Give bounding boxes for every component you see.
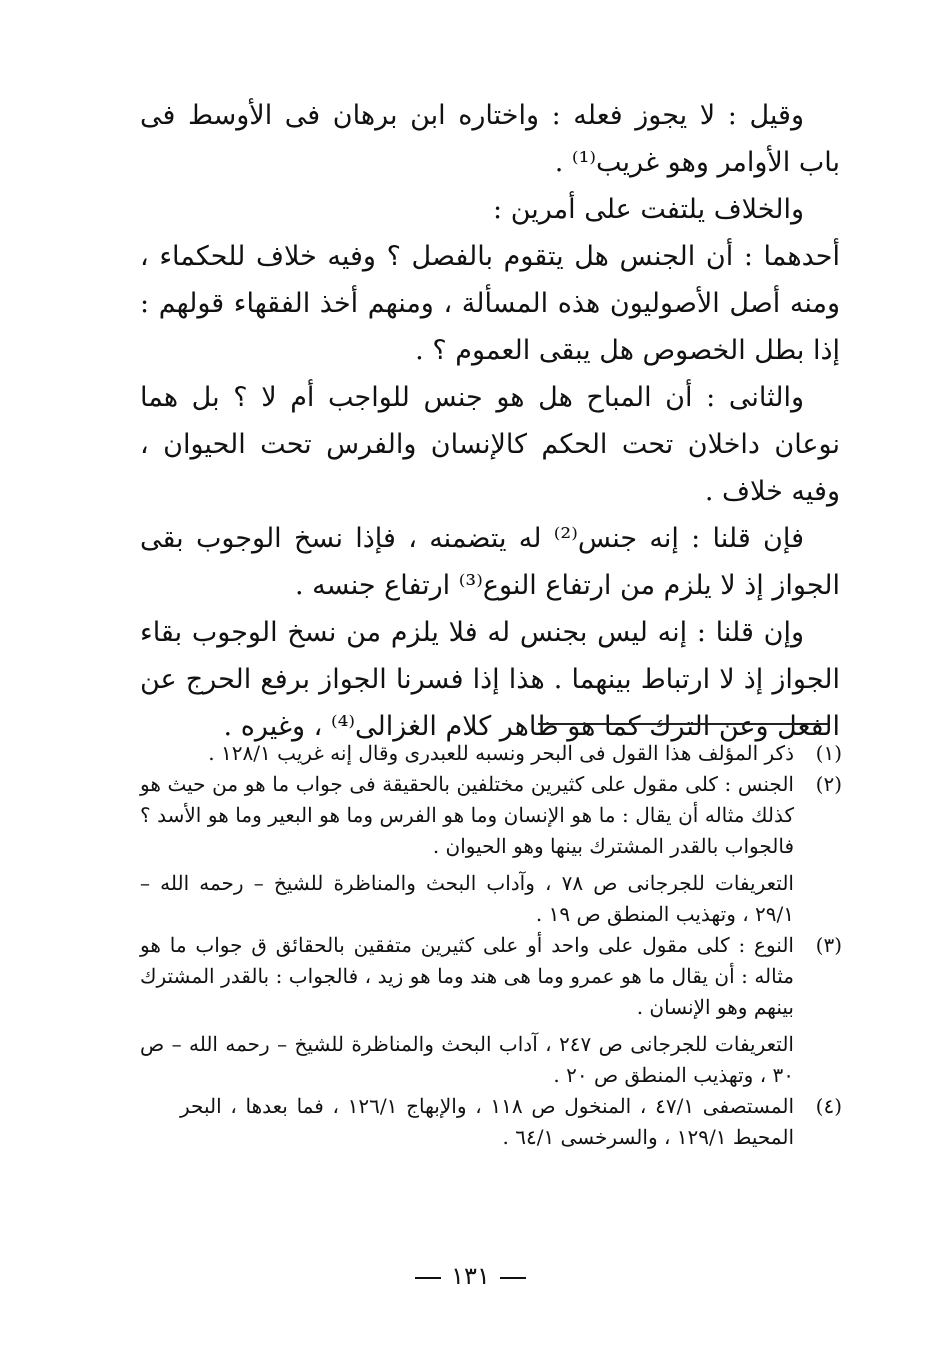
footnotes — [140, 738, 842, 1153]
footnote-reference: التعريفات للجرجانى ص ٧٨ ، وآداب البحث والمناظرة للشيخ – رحمه الله – ٢٩/١ ، وتهذيب المنطق ص ١٩ . — [140, 871, 794, 926]
paragraph-3: أحدهما : أن الجنس هل يتقوم بالفصل ؟ وفيه خلاف للحكماء ، ومنه أصل الأصوليون هذه المسألة ، ومنهم أخذ الفقهاء قولهم : إذا بطل الخصوص هل يبقى العموم ؟ . — [140, 241, 840, 366]
footnote-text: ذكر المؤلف هذا القول فى البحر ونسبه للعبدرى وقال إنه غريب ١٢٨/١ . — [208, 741, 794, 765]
page-number — [0, 1262, 941, 1290]
main-text — [140, 92, 840, 750]
footnote-2 — [140, 769, 842, 930]
footnote-reference: التعريفات للجرجانى ص ٢٤٧ ، آداب البحث والمناظرة للشيخ – رحمه الله – ص ٣٠ ، وتهذيب المنطق ص ٢٠ . — [140, 1032, 794, 1087]
footnote-text: المستصفى ٤٧/١ ، المنخول ص ١١٨ ، والإبهاج ١٢٦/١ ، فما بعدها ، البحر المحيط ١٢٩/١ ، والسرخسى ٦٤/١ . — [180, 1094, 795, 1149]
footnote-number: (٣) — [815, 933, 842, 957]
paragraph-5: فإن قلنا : إنه جنس⁽²⁾ له يتضمنه ، فإذا نسخ الوجوب بقى الجواز إذ لا يلزم من ارتفاع النوع⁽³⁾ ارتفاع جنسه . — [140, 523, 840, 601]
footnote-number: (٤) — [815, 1094, 842, 1118]
page-number-value: ١٣١ — [451, 1262, 490, 1290]
footnote-number: (٢) — [815, 772, 842, 796]
footnote-number: (١) — [815, 741, 842, 765]
footnote-4 — [140, 1091, 842, 1153]
footnote-text: الجنس : كلى مقول على كثيرين مختلفين بالحقيقة فى جواب ما هو من حيث هو كذلك مثاله أن يقال : ما هو الإنسان وما هو الفرس وما هو البعير وما هو الأسد ؟ فالجواب بالقدر المشترك بينها وهو الحيوان . — [140, 772, 794, 858]
paragraph-1: وقيل : لا يجوز فعله : واختاره ابن برهان فى الأوسط فى باب الأوامر وهو غريب⁽¹⁾ . — [140, 100, 840, 178]
paragraph-4: والثانى : أن المباح هل هو جنس للواجب أم لا ؟ بل هما نوعان داخلان تحت الحكم كالإنسان والفرس تحت الحيوان ، وفيه خلاف . — [140, 382, 840, 507]
footnote-divider — [538, 723, 828, 725]
paragraph-6: وإن قلنا : إنه ليس بجنس له فلا يلزم من نسخ الوجوب بقاء الجواز إذ لا ارتباط بينهما . هذا إذا فسرنا الجواز برفع الحرج عن الفعل وعن الترك كما هو ظاهر كلام الغزالى⁽⁴⁾ ، وغيره . — [140, 617, 840, 742]
footnote-3 — [140, 930, 842, 1091]
page-number-dash — [500, 1277, 526, 1279]
footnote-text: النوع : كلى مقول على واحد أو على كثيرين متفقين بالحقائق ق جواب ما هو مثاله : أن يقال ما هو عمرو وما هى هند وما هو زيد ، فالجواب : بالقدر المشترك بينهم وهو الإنسان . — [140, 933, 794, 1019]
footnote-1 — [140, 738, 842, 769]
paragraph-2: والخلاف يلتفت على أمرين : — [493, 194, 804, 225]
page-number-dash — [415, 1277, 441, 1279]
